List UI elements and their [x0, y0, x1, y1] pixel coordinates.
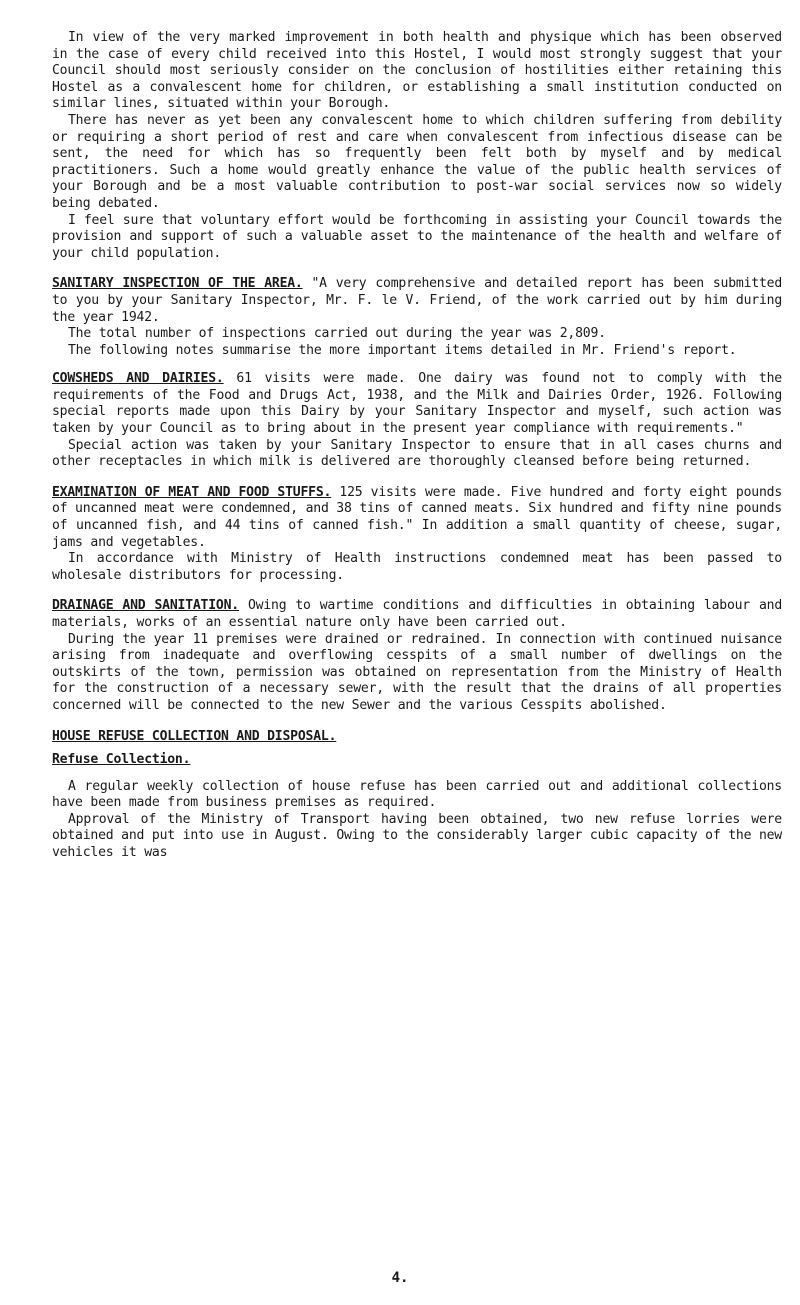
intro-paragraph-1: In view of the very marked improvement in both health and physique which has been observed in the case of every child received into this Hostel, I would most strongly suggest that your Council should most seriously consider on the conclusion of hostilities either retaining this Hostel as a convalescent home for children, or establishing a small institution conducted on similar lines, situated within your Borough.: [52, 30, 782, 112]
intro-paragraph-3: I feel sure that voluntary effort would be forthcoming in assisting your Council towards the provision and support of such a valuable asset to the maintenance of the health and welfare of your child population.: [52, 212, 782, 261]
sanitary-inspection-heading: SANITARY INSPECTION OF THE AREA.: [52, 276, 303, 292]
meat-section: [52, 485, 782, 551]
cowsheds-section: [52, 371, 782, 437]
meat-processing: In accordance with Ministry of Health instructions condemned meat has been passed to wholesale distributors for processing.: [52, 551, 782, 583]
intro-paragraph-2: There has never as yet been any convalescent home to which children suffering from debility or requiring a short period of rest and care when convalescent from infectious disease can be sent, the need for which has so frequently been felt both by myself and by medical practitioners. Such a home would greatly enhance the value of the public health services of your Borough and be a most valuable contribution to post-war social services now so widely being debated.: [52, 112, 782, 211]
sanitary-inspection-total: The total number of inspections carried out during the year was 2,809.: [68, 326, 606, 342]
drainage-details: During the year 11 premises were drained or redrained. In connection with continued nuisance arising from inadequate and overflowing cesspits of a small number of dwellings on the outskirts of the town, permission was obtained on representation from the Ministry of Health for the construction of a necessary sewer, with the result that the drains of all properties concerned will be connected to the new Sewer and the various Cesspits abolished.: [52, 631, 782, 713]
cowsheds-text: 61 visits were made. One dairy was found not to comply with the requirements of the Food and Drugs Act, 1938, and the Milk and Dairies Order, 1926. Following special reports made upon this Dairy by your Sanitary Inspector and myself, such action was taken by your Council as to bring about in the present year compliance with requirements.": [52, 371, 782, 437]
drainage-heading: DRAINAGE AND SANITATION.: [52, 598, 239, 614]
meat-heading: EXAMINATION OF MEAT AND FOOD STUFFS.: [52, 484, 332, 500]
sanitary-inspection-section: [52, 276, 782, 326]
meat-text: 125 visits were made. Five hundred and forty eight pounds of uncanned meat were condemned, and 38 tins of canned meats. Six hundred and fifty nine pounds of uncanned fish, and 44 tins of canned fish." In addition a small quantity of cheese, sugar, jams and vegetables.: [52, 484, 782, 550]
page-number: 4.: [391, 1270, 409, 1286]
cowsheds-heading: COWSHEDS AND DAIRIES.: [52, 371, 224, 387]
refuse-collection-text: A regular weekly collection of house refuse has been carried out and additional collections have been made from business premises as required.: [52, 778, 782, 811]
refuse-subheading: Refuse Collection.: [52, 751, 191, 767]
refuse-lorries-text: Approval of the Ministry of Transport having been obtained, two new refuse lorries were obtained and put into use in August. Owing to the considerably larger cubic capacity of the new vehicles it was: [52, 811, 782, 860]
sanitary-inspection-summary: The following notes summarise the more important items detailed in Mr. Friend's report.: [68, 342, 737, 358]
drainage-text: Owing to wartime conditions and difficulties in obtaining labour and materials, works of an essential nature only have been carried out.: [52, 598, 783, 630]
refuse-heading: HOUSE REFUSE COLLECTION AND DISPOSAL.: [52, 728, 337, 744]
sanitary-inspection-text: "A very comprehensive and detailed report has been submitted to you by your Sanitary Inspector, Mr. F. le V. Friend, of the work carried out by him during the year 1942.: [52, 276, 782, 325]
cowsheds-special-action: Special action was taken by your Sanitary Inspector to ensure that in all cases churns and other receptacles in which milk is delivered are thoroughly cleansed before being returned.: [52, 437, 782, 470]
drainage-section: [52, 598, 782, 631]
